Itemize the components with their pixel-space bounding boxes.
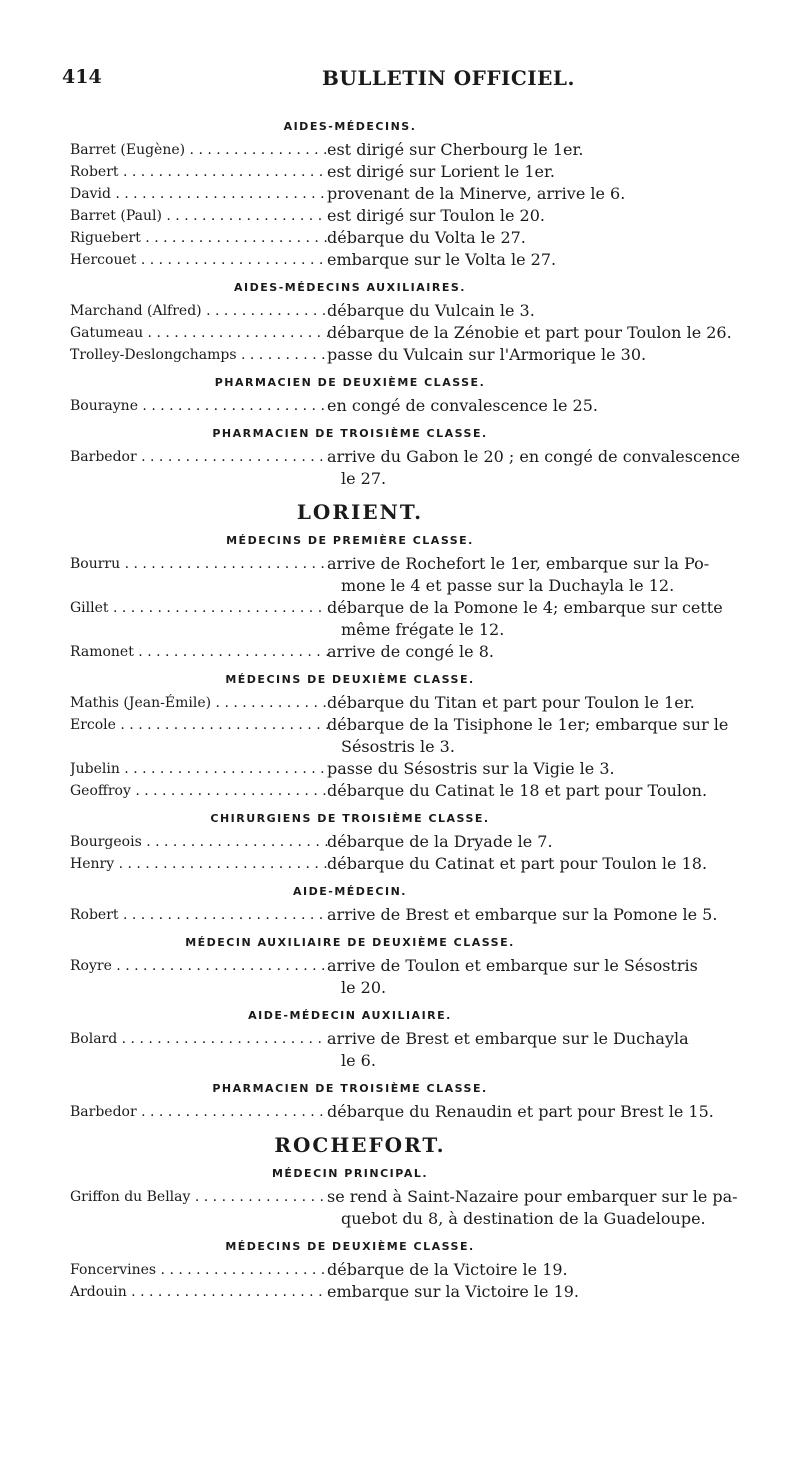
entry-text <box>327 395 767 417</box>
entry-text <box>327 1186 767 1230</box>
personnel-entry <box>0 853 800 875</box>
entry-text <box>327 1101 767 1123</box>
entry-text <box>327 597 767 641</box>
entry-name: Robert . . . <box>70 161 328 183</box>
entry-name: Barbedor . . . <box>70 446 328 468</box>
entry-name: Foncervines . . . <box>70 1259 328 1281</box>
entry-text-line: est dirigé sur Toulon le 20. <box>327 206 545 225</box>
section-heading: MÉDECINS DE PREMIÈRE CLASSE. <box>226 534 474 547</box>
section-heading: MÉDECIN AUXILIAIRE DE DEUXIÈME CLASSE. <box>185 936 515 949</box>
entry-text-line: est dirigé sur Lorient le 1er. <box>327 162 555 181</box>
personnel-entry <box>0 641 800 663</box>
personnel-entry <box>0 205 800 227</box>
entry-text-continuation: le 6. <box>341 1051 376 1070</box>
section-heading: AIDE-MÉDECIN. <box>293 885 407 898</box>
entry-text-continuation: quebot du 8, à destination de la Guadeloupe. <box>341 1209 706 1228</box>
entry-name: Griffon du Bellay . . . <box>70 1186 328 1208</box>
entry-text-line: arrive de Rochefort le 1er, embarque sur la Po- <box>327 554 710 573</box>
entry-name: Barbedor . . . <box>70 1101 328 1123</box>
entry-text-line: débarque de la Zénobie et part pour Toulon le 26. <box>327 323 732 342</box>
entry-text <box>327 1259 767 1281</box>
entry-text-line: est dirigé sur Cherbourg le 1er. <box>327 140 584 159</box>
personnel-entry <box>0 780 800 802</box>
entry-text-line: embarque sur le Volta le 27. <box>327 250 557 269</box>
entry-name: Barret (Paul) . . . <box>70 205 328 227</box>
entry-text <box>327 758 767 780</box>
section-heading: AIDES-MÉDECINS. <box>283 120 417 133</box>
entry-text <box>327 904 767 926</box>
entry-text <box>327 714 767 758</box>
personnel-entry <box>0 1028 800 1072</box>
entry-name: Gillet . . . <box>70 597 328 619</box>
section-heading: PHARMACIEN DE DEUXIÈME CLASSE. <box>214 376 486 389</box>
entry-text-line: débarque de la Tisiphone le 1er; embarque sur le <box>327 715 729 734</box>
entry-text <box>327 955 767 999</box>
section-heading: AIDE-MÉDECIN AUXILIAIRE. <box>248 1009 452 1022</box>
entry-text-line: débarque du Renaudin et part pour Brest le 15. <box>327 1102 714 1121</box>
personnel-entry <box>0 692 800 714</box>
personnel-entry <box>0 249 800 271</box>
page-content <box>0 110 800 1303</box>
personnel-entry <box>0 955 800 999</box>
entry-name: Robert . . . <box>70 904 328 926</box>
entry-text-line: passe du Vulcain sur l'Armorique le 30. <box>327 345 647 364</box>
entry-text-line: débarque du Vulcain le 3. <box>327 301 535 320</box>
personnel-entry <box>0 300 800 322</box>
entry-text <box>327 553 767 597</box>
personnel-entry <box>0 446 800 490</box>
entry-text-line: débarque du Volta le 27. <box>327 228 526 247</box>
entry-name: Trolley-Deslongchamps . . . <box>70 344 328 366</box>
entry-text-line: arrive de congé le 8. <box>327 642 494 661</box>
entry-text-line: débarque de la Victoire le 19. <box>327 1260 568 1279</box>
section-heading: PHARMACIEN DE TROISIÈME CLASSE. <box>212 427 488 440</box>
entry-text-line: arrive du Gabon le 20 ; en congé de convalescence <box>327 447 741 466</box>
entry-name: Mathis (Jean-Émile) . . . <box>70 692 328 714</box>
entry-text-line: se rend à Saint-Nazaire pour embarquer sur le pa- <box>327 1187 738 1206</box>
personnel-entry <box>0 758 800 780</box>
personnel-entry <box>0 395 800 417</box>
section-heading: PHARMACIEN DE TROISIÈME CLASSE. <box>212 1082 488 1095</box>
entry-name: Ramonet . . . <box>70 641 328 663</box>
page-number: 414 <box>62 66 102 88</box>
personnel-entry <box>0 553 800 597</box>
entry-name: Riguebert . . . <box>70 227 328 249</box>
entry-text <box>327 692 767 714</box>
entry-name: Hercouet . . . <box>70 249 328 271</box>
personnel-entry <box>0 344 800 366</box>
entry-text <box>327 161 767 183</box>
entry-name: Bourru . . . <box>70 553 328 575</box>
entry-text <box>327 322 767 344</box>
entry-text-line: débarque du Titan et part pour Toulon le 1er. <box>327 693 695 712</box>
city-heading: LORIENT. <box>296 500 424 524</box>
entry-text-continuation: mone le 4 et passe sur la Duchayla le 12. <box>341 576 675 595</box>
entry-name: Barret (Eugène) . . . <box>70 139 328 161</box>
entry-text <box>327 831 767 853</box>
entry-text-line: embarque sur la Victoire le 19. <box>327 1282 580 1301</box>
entry-text-continuation: le 27. <box>341 469 387 488</box>
entry-text <box>327 227 767 249</box>
entry-text-line: débarque du Catinat et part pour Toulon le 18. <box>327 854 708 873</box>
entry-name: Royre . . . <box>70 955 328 977</box>
entry-text <box>327 853 767 875</box>
section-heading: MÉDECINS DE DEUXIÈME CLASSE. <box>225 673 475 686</box>
entry-text <box>327 641 767 663</box>
entry-text <box>327 446 767 490</box>
personnel-entry <box>0 1101 800 1123</box>
entry-text-line: arrive de Brest et embarque sur le Duchayla <box>327 1029 689 1048</box>
page-header <box>62 66 762 96</box>
entry-text <box>327 183 767 205</box>
personnel-entry <box>0 139 800 161</box>
entry-text <box>327 1028 767 1072</box>
entry-name: Ercole . . . <box>70 714 328 736</box>
personnel-entry <box>0 1186 800 1230</box>
entry-name: David . . . <box>70 183 328 205</box>
city-heading: ROCHEFORT. <box>274 1133 446 1157</box>
entry-text-continuation: même frégate le 12. <box>341 620 505 639</box>
entry-text-continuation: le 20. <box>341 978 387 997</box>
entry-name: Bolard . . . <box>70 1028 328 1050</box>
running-title: BULLETIN OFFICIEL. <box>322 66 575 90</box>
entry-name: Jubelin . . . <box>70 758 328 780</box>
entry-name: Geoffroy . . . <box>70 780 328 802</box>
personnel-entry <box>0 322 800 344</box>
section-heading: MÉDECIN PRINCIPAL. <box>271 1167 429 1180</box>
personnel-entry <box>0 1281 800 1303</box>
entry-name: Bourgeois . . . <box>70 831 328 853</box>
entry-text-line: en congé de convalescence le 25. <box>327 396 598 415</box>
entry-name: Gatumeau . . . <box>70 322 328 344</box>
entry-text <box>327 344 767 366</box>
entry-text-line: débarque du Catinat le 18 et part pour Toulon. <box>327 781 708 800</box>
entry-text-line: débarque de la Dryade le 7. <box>327 832 553 851</box>
section-heading: MÉDECINS DE DEUXIÈME CLASSE. <box>225 1240 475 1253</box>
section-heading: AIDES-MÉDECINS AUXILIAIRES. <box>234 281 466 294</box>
entry-text <box>327 300 767 322</box>
section-heading: CHIRURGIENS DE TROISIÈME CLASSE. <box>210 812 490 825</box>
personnel-entry <box>0 714 800 758</box>
personnel-entry <box>0 597 800 641</box>
personnel-entry <box>0 183 800 205</box>
entry-name: Henry . . . <box>70 853 328 875</box>
entry-text-line: débarque de la Pomone le 4; embarque sur cette <box>327 598 723 617</box>
entry-text-line: passe du Sésostris sur la Vigie le 3. <box>327 759 615 778</box>
personnel-entry <box>0 904 800 926</box>
entry-text <box>327 1281 767 1303</box>
entry-text-continuation: Sésostris le 3. <box>341 737 455 756</box>
entry-text <box>327 249 767 271</box>
personnel-entry <box>0 831 800 853</box>
entry-name: Marchand (Alfred) . . . <box>70 300 328 322</box>
personnel-entry <box>0 161 800 183</box>
entry-text <box>327 139 767 161</box>
personnel-entry <box>0 1259 800 1281</box>
entry-text-line: arrive de Brest et embarque sur la Pomone le 5. <box>327 905 718 924</box>
entry-text <box>327 780 767 802</box>
entry-name: Bourayne . . . <box>70 395 328 417</box>
entry-text-line: provenant de la Minerve, arrive le 6. <box>327 184 626 203</box>
entry-text <box>327 205 767 227</box>
entry-name: Ardouin . . . <box>70 1281 328 1303</box>
entry-text-line: arrive de Toulon et embarque sur le Sésostris <box>327 956 698 975</box>
personnel-entry <box>0 227 800 249</box>
